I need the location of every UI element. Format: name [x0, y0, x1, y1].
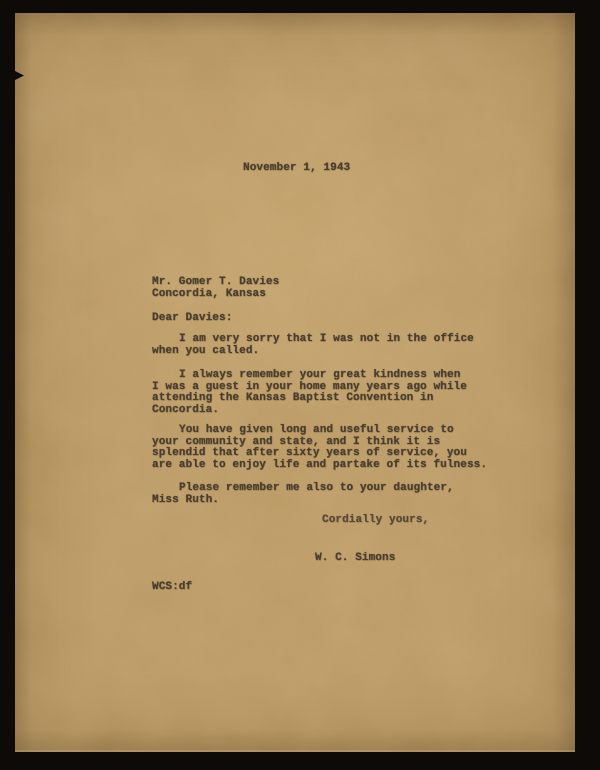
paragraph-2 [152, 370, 467, 416]
body-line: splendid that after sixty years of service, you [152, 447, 467, 460]
body-line: when you called. [152, 344, 260, 357]
recipient-block [152, 277, 279, 300]
paragraph-3 [152, 425, 487, 471]
body-line: I was a guest in your home many years ago while [152, 380, 467, 393]
body-line: Concordia. [152, 403, 220, 416]
body-line: I am very sorry that I was not in the office [179, 333, 474, 345]
body-line: You have given long and useful service to [179, 424, 454, 436]
paragraph-1 [152, 334, 474, 357]
date-line: November 1, 1943 [243, 162, 351, 174]
signature: W. C. Simons [315, 552, 396, 564]
salutation: Dear Davies: [152, 312, 233, 324]
typist-initials: WCS:df [152, 581, 193, 593]
body-line: attending the Kansas Baptist Convention in [152, 392, 434, 405]
body-line: Miss Ruth. [152, 493, 220, 506]
body-line: your community and state, and I think it is [152, 435, 441, 448]
body-line: are able to enjoy life and partake of its fulness. [152, 458, 488, 471]
body-line: Please remember me also to your daughter, [179, 482, 454, 494]
closing: Cordially yours, [322, 514, 430, 526]
body-line: I always remember your great kindness when [179, 369, 461, 381]
recipient-city: Concordia, Kansas [152, 287, 266, 300]
paragraph-4 [152, 483, 454, 506]
recipient-name: Mr. Gomer T. Davies [152, 276, 280, 288]
